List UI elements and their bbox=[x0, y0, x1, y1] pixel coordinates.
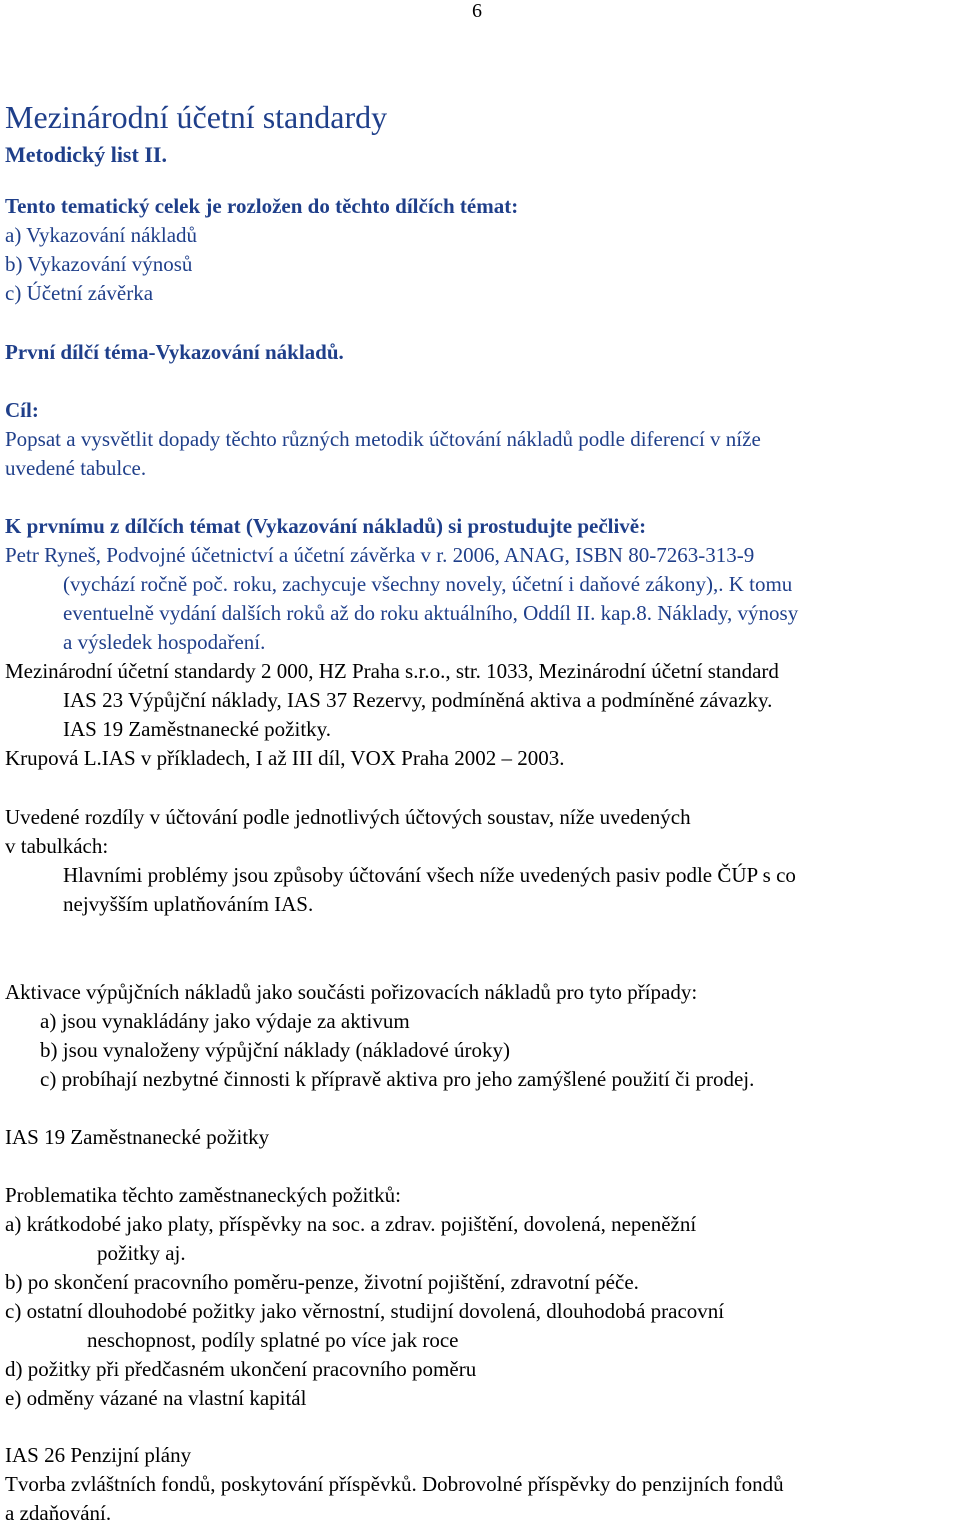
differences-line: Uvedené rozdíly v účtování podle jednotlivých účtových soustav, níže uvedených bbox=[5, 805, 691, 829]
ias26-title: IAS 26 Penzijní plány bbox=[5, 1443, 192, 1467]
ias19-item-continuation: neschopnost, podíly splatné po více jak roce bbox=[87, 1328, 459, 1352]
activation-heading: Aktivace výpůjčních nákladů jako součásti pořizovacích nákladů pro tyto případy: bbox=[5, 980, 698, 1004]
goal-text-line: Popsat a vysvětlit dopady těchto různých metodik účtování nákladů podle diferencí v níže bbox=[5, 427, 761, 451]
document-title: Mezinárodní účetní standardy bbox=[5, 99, 388, 135]
ias19-item: d) požitky při předčasném ukončení pracovního poměru bbox=[5, 1357, 477, 1381]
differences-line: v tabulkách: bbox=[5, 834, 109, 858]
study-line: Mezinárodní účetní standardy 2 000, HZ Praha s.r.o., str. 1033, Mezinárodní účetní standard bbox=[5, 659, 779, 683]
ias26-section bbox=[5, 1441, 956, 1528]
goal-text-line: uvedené tabulce. bbox=[5, 456, 147, 480]
ias19-item-continuation: požitky aj. bbox=[97, 1241, 186, 1265]
study-line: IAS 19 Zaměstnanecké požitky. bbox=[63, 717, 332, 741]
study-line: a výsledek hospodaření. bbox=[63, 630, 266, 654]
differences-line: nejvyšším uplatňováním IAS. bbox=[63, 892, 314, 916]
ias19-item: a) krátkodobé jako platy, příspěvky na soc. a zdrav. pojištění, dovolená, nepeněžní bbox=[5, 1212, 697, 1236]
intro-item: c) Účetní závěrka bbox=[5, 281, 154, 305]
goal-section bbox=[5, 396, 956, 483]
page-number: 6 bbox=[472, 0, 482, 22]
intro-item: b) Vykazování výnosů bbox=[5, 252, 193, 276]
study-line: Krupová L.IAS v příkladech, I až III díl, VOX Praha 2002 – 2003. bbox=[5, 746, 565, 770]
differences-line: Hlavními problémy jsou způsoby účtování všech níže uvedených pasiv podle ČÚP s co bbox=[63, 863, 796, 887]
ias19-item: c) ostatní dlouhodobé požitky jako věrnostní, studijní dovolená, dlouhodobá pracovní bbox=[5, 1299, 725, 1323]
goal-label: Cíl: bbox=[5, 398, 39, 422]
differences-section bbox=[5, 803, 956, 919]
study-section bbox=[5, 512, 956, 773]
activation-section bbox=[5, 978, 956, 1094]
study-line: Petr Ryneš, Podvojné účetnictví a účetní závěrka v r. 2006, ANAG, ISBN 80-7263-313-9 bbox=[5, 543, 755, 567]
activation-item: c) probíhají nezbytné činnosti k přípravě aktiva pro jeho zamýšlené použití či prodej. bbox=[40, 1067, 755, 1091]
study-heading: K prvnímu z dílčích témat (Vykazování nákladů) si prostudujte pečlivě: bbox=[5, 514, 647, 538]
intro-heading: Tento tematický celek je rozložen do těchto dílčích témat: bbox=[5, 194, 519, 218]
intro-item: a) Vykazování nákladů bbox=[5, 223, 198, 247]
ias19-item: e) odměny vázané na vlastní kapitál bbox=[5, 1386, 307, 1410]
ias19-item: b) po skončení pracovního poměru-penze, životní pojištění, zdravotní péče. bbox=[5, 1270, 639, 1294]
study-line: (vychází ročně poč. roku, zachycuje všechny novely, účetní i daňové zákony),. K tomu bbox=[63, 572, 793, 596]
activation-item: a) jsou vynakládány jako výdaje za aktivum bbox=[40, 1009, 410, 1033]
study-line: eventuelně vydání dalších roků až do roku aktuálního, Oddíl II. kap.8. Náklady, výnosy bbox=[63, 601, 799, 625]
first-topic-heading: První dílčí téma-Vykazování nákladů. bbox=[5, 340, 344, 364]
study-line: IAS 23 Výpůjční náklady, IAS 37 Rezervy, podmíněná aktiva a podmíněné závazky. bbox=[63, 688, 773, 712]
document-subtitle: Metodický list II. bbox=[5, 142, 167, 167]
ias19-section bbox=[5, 1181, 956, 1413]
activation-item: b) jsou vynaloženy výpůjční náklady (nákladové úroky) bbox=[40, 1038, 511, 1062]
ias26-line: a zdaňování. bbox=[5, 1501, 112, 1525]
ias26-line: Tvorba zvláštních fondů, poskytování příspěvků. Dobrovolné příspěvky do penzijních fondů bbox=[5, 1472, 784, 1496]
intro-section bbox=[5, 192, 956, 308]
ias19-heading: Problematika těchto zaměstnaneckých požitků: bbox=[5, 1183, 401, 1207]
ias19-title: IAS 19 Zaměstnanecké požitky bbox=[5, 1125, 270, 1149]
